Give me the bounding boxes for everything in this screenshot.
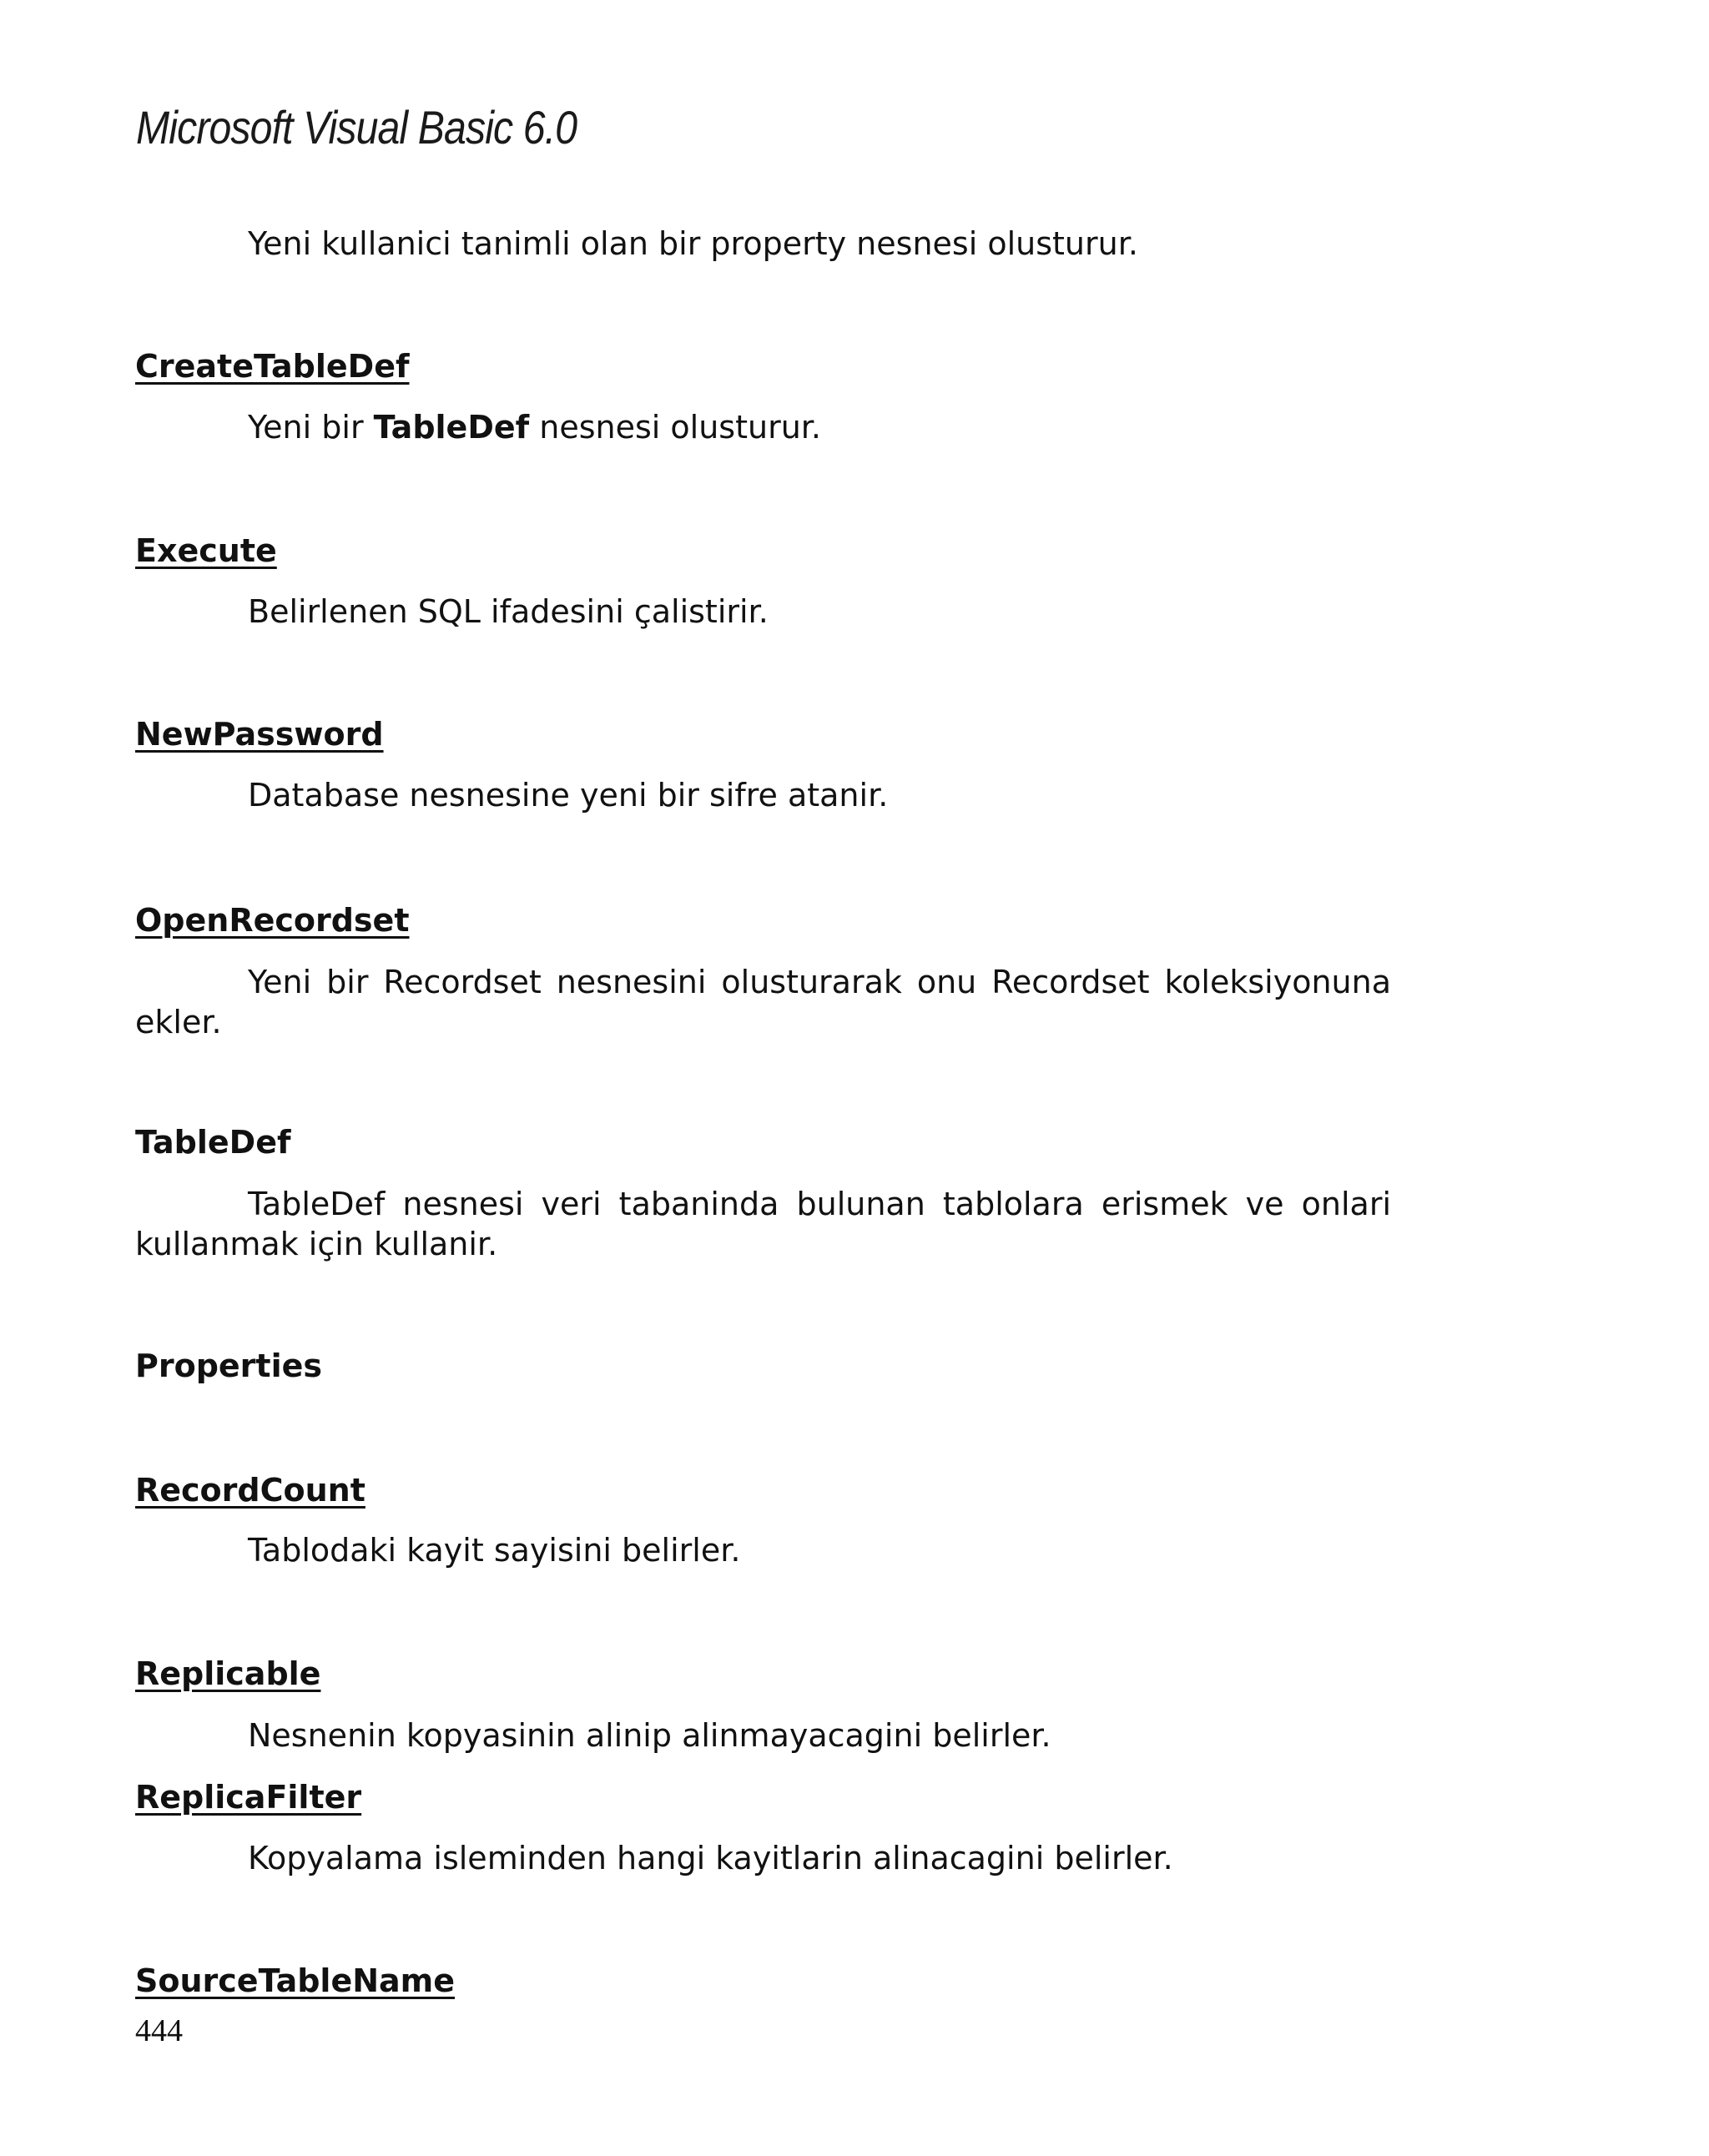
createtabledef-desc-bold: TableDef — [373, 409, 530, 446]
heading-execute: Execute — [135, 532, 277, 569]
tabledef-description: TableDef nesnesi veri tabaninda bulunan tablolara erismek ve onlari kullanmak için kullanir. — [135, 1186, 1391, 1262]
heading-tabledef: TableDef — [135, 1124, 291, 1161]
createtabledef-desc-suffix: nesnesi olusturur. — [529, 409, 822, 446]
openrecordset-description: Yeni bir Recordset nesnesini olusturarak onu Recordset koleksiyonuna ekler. — [135, 964, 1391, 1040]
heading-properties: Properties — [135, 1348, 322, 1384]
newpassword-description: Database nesnesine yeni bir sifre atanir. — [248, 777, 889, 814]
heading-newpassword: NewPassword — [135, 716, 384, 753]
createtabledef-desc-prefix: Yeni bir — [248, 409, 374, 446]
execute-description: Belirlenen SQL ifadesini çalistirir. — [248, 593, 769, 630]
heading-openrecordset: OpenRecordset — [135, 902, 410, 939]
heading-sourcetablename: SourceTableName — [135, 1962, 456, 1999]
heading-replicafilter: ReplicaFilter — [135, 1779, 362, 1816]
heading-recordcount: RecordCount — [135, 1472, 365, 1509]
createtabledef-description — [248, 407, 821, 447]
replicable-description: Nesnenin kopyasinin alinip alinmayacagini belirler. — [248, 1717, 1051, 1754]
intro-description: Yeni kullanici tanimli olan bir property nesnesi olusturur. — [248, 225, 1138, 262]
running-header-title: Microsoft Visual Basic 6.0 — [136, 101, 577, 154]
page-number: 444 — [135, 2013, 183, 2048]
heading-createtabledef: CreateTableDef — [135, 348, 410, 385]
heading-replicable: Replicable — [135, 1655, 321, 1692]
recordcount-description: Tablodaki kayit sayisini belirler. — [248, 1532, 741, 1569]
replicafilter-description: Kopyalama isleminden hangi kayitlarin alinacagini belirler. — [248, 1840, 1173, 1876]
